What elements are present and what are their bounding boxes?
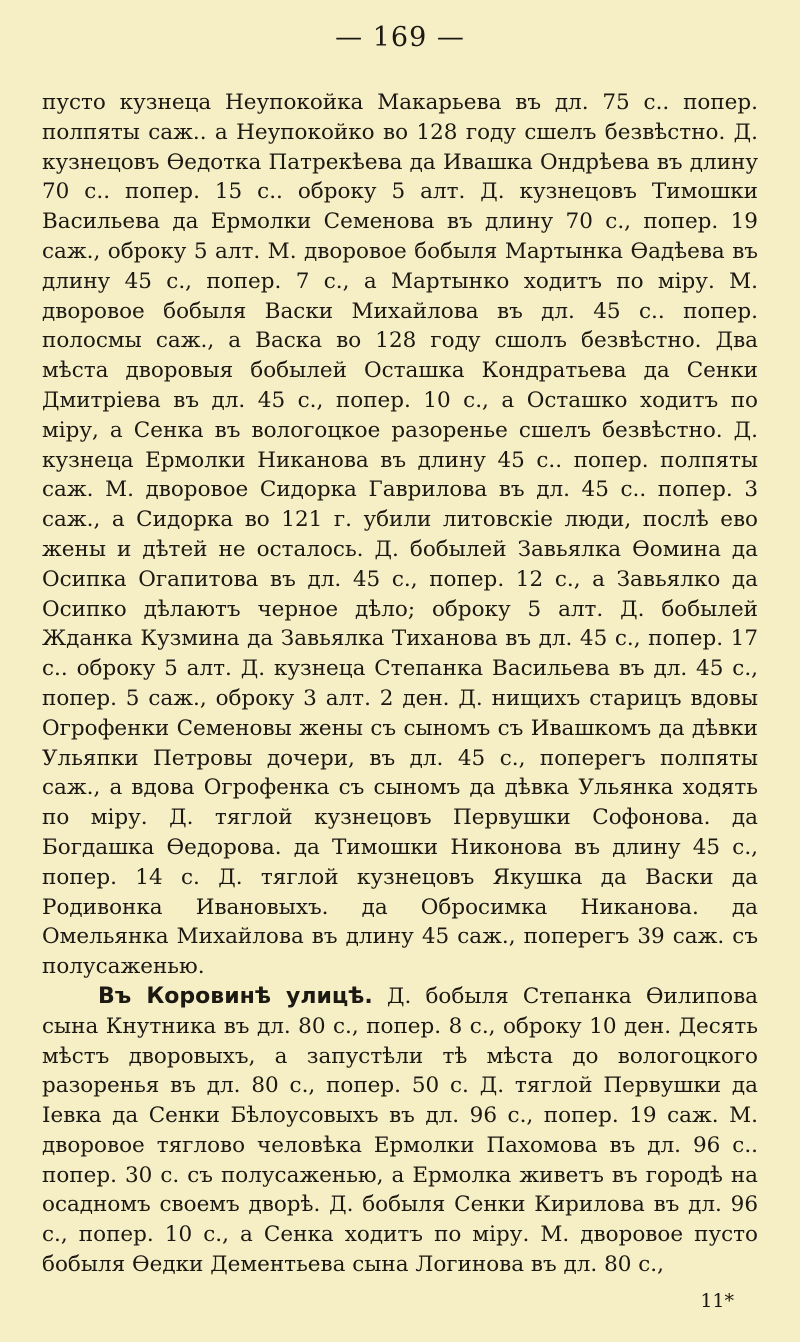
paragraph-2-text: Д. бобыля Степанка Ѳилипова сына Кнутника въ дл. 80 с., попер. 8 с., оброку 10 ден. Десять мѣстъ дворовыхъ, а запустѣли тѣ мѣста до вологоцкого разоренья въ дл. 80 с., попер. 50 с. Д. тяглой Первушки да Іевка да Сенки Бѣлоусовыхъ въ дл. 96 с., попер. 19 саж. М. дворовое тяглово человѣка Ермолки Пахомова въ дл. 96 с.. попер. 30 с. съ полусаженью, а Ермолка живетъ въ городѣ на осадномъ своемъ дворѣ. Д. бобыля Сенки Кирилова въ дл. 96 с., попер. 10 с., а Сенка ходитъ по міру. М. дворовое пусто бобыля Ѳедки Дементьева сына Логинова въ дл. 80 с., [42,983,758,1278]
section-heading: Въ Коровинѣ улицѣ. [98,983,373,1009]
paragraph-1 [42,88,758,982]
signature-mark: 11* [700,1290,734,1312]
body-text [42,88,758,1280]
paragraph-2 [42,982,758,1280]
paragraph-1-text: пусто кузнеца Неупокойка Макарьева въ дл. 75 с.. попер. полпяты саж.. а Неупокойко во 128 году сшелъ безвѣстно. Д. кузнецовъ Ѳедотка Патрекѣева да Ивашка Ондрѣева въ длину 70 с.. попер. 15 с.. оброку 5 алт. Д. кузнецовъ Тимошки Васильева да Ермолки Семенова въ длину 70 с., попер. 19 саж., оброку 5 алт. М. дворовое бобыля Мартынка Ѳадѣева въ длину 45 с., попер. 7 с., а Мартынко ходитъ по міру. М. дворовое бобыля Васки Михайлова въ дл. 45 с.. попер. полосмы саж., а Васка во 128 году сшолъ безвѣстно. Два мѣста дворовыя бобылей Осташка Кондратьева да Сенки Дмитріева въ дл. 45 с., попер. 10 с., а Осташко ходитъ по міру, а Сенка въ вологоцкое разоренье сшелъ безвѣстно. Д. кузнеца Ермолки Никанова въ длину 45 с.. попер. полпяты саж. М. дворовое Сидорка Гаврилова въ дл. 45 с.. попер. 3 саж., а Сидорка во 121 г. убили литовскіе люди, послѣ ево жены и дѣтей не осталось. Д. бобылей Завьялка Ѳомина да Осипка Огапитова въ дл. 45 с., попер. 12 с., а Завьялко да Осипко дѣлаютъ черное дѣло; оброку 5 алт. Д. бобылей Жданка Кузмина да Завьялка Тиханова въ дл. 45 с., попер. 17 с.. оброку 5 алт. Д. кузнеца Степанка Васильева въ дл. 45 с., попер. 5 саж., оброку 3 алт. 2 ден. Д. нищихъ старицъ вдовы Огрофенки Семеновы жены съ сыномъ съ Ивашкомъ да дѣвки Ульяпки Петровы дочери, въ дл. 45 с., поперегъ полпяты саж., а вдова Огрофенка съ сыномъ да дѣвка Ульянка ходять по міру. Д. тяглой кузнецовъ Первушки Софонова. да Богдашка Ѳедорова. да Тимошки Никонова въ длину 45 с., попер. 14 с. Д. тяглой кузнецовъ Якушка да Васки да Родивонка Ивановыхъ. да Обросимка Никанова. да Омельянка Михайлова въ длину 45 саж., поперегъ 39 саж. съ полусаженью. [42,90,758,980]
page-number-header: — 169 — [335,22,465,53]
